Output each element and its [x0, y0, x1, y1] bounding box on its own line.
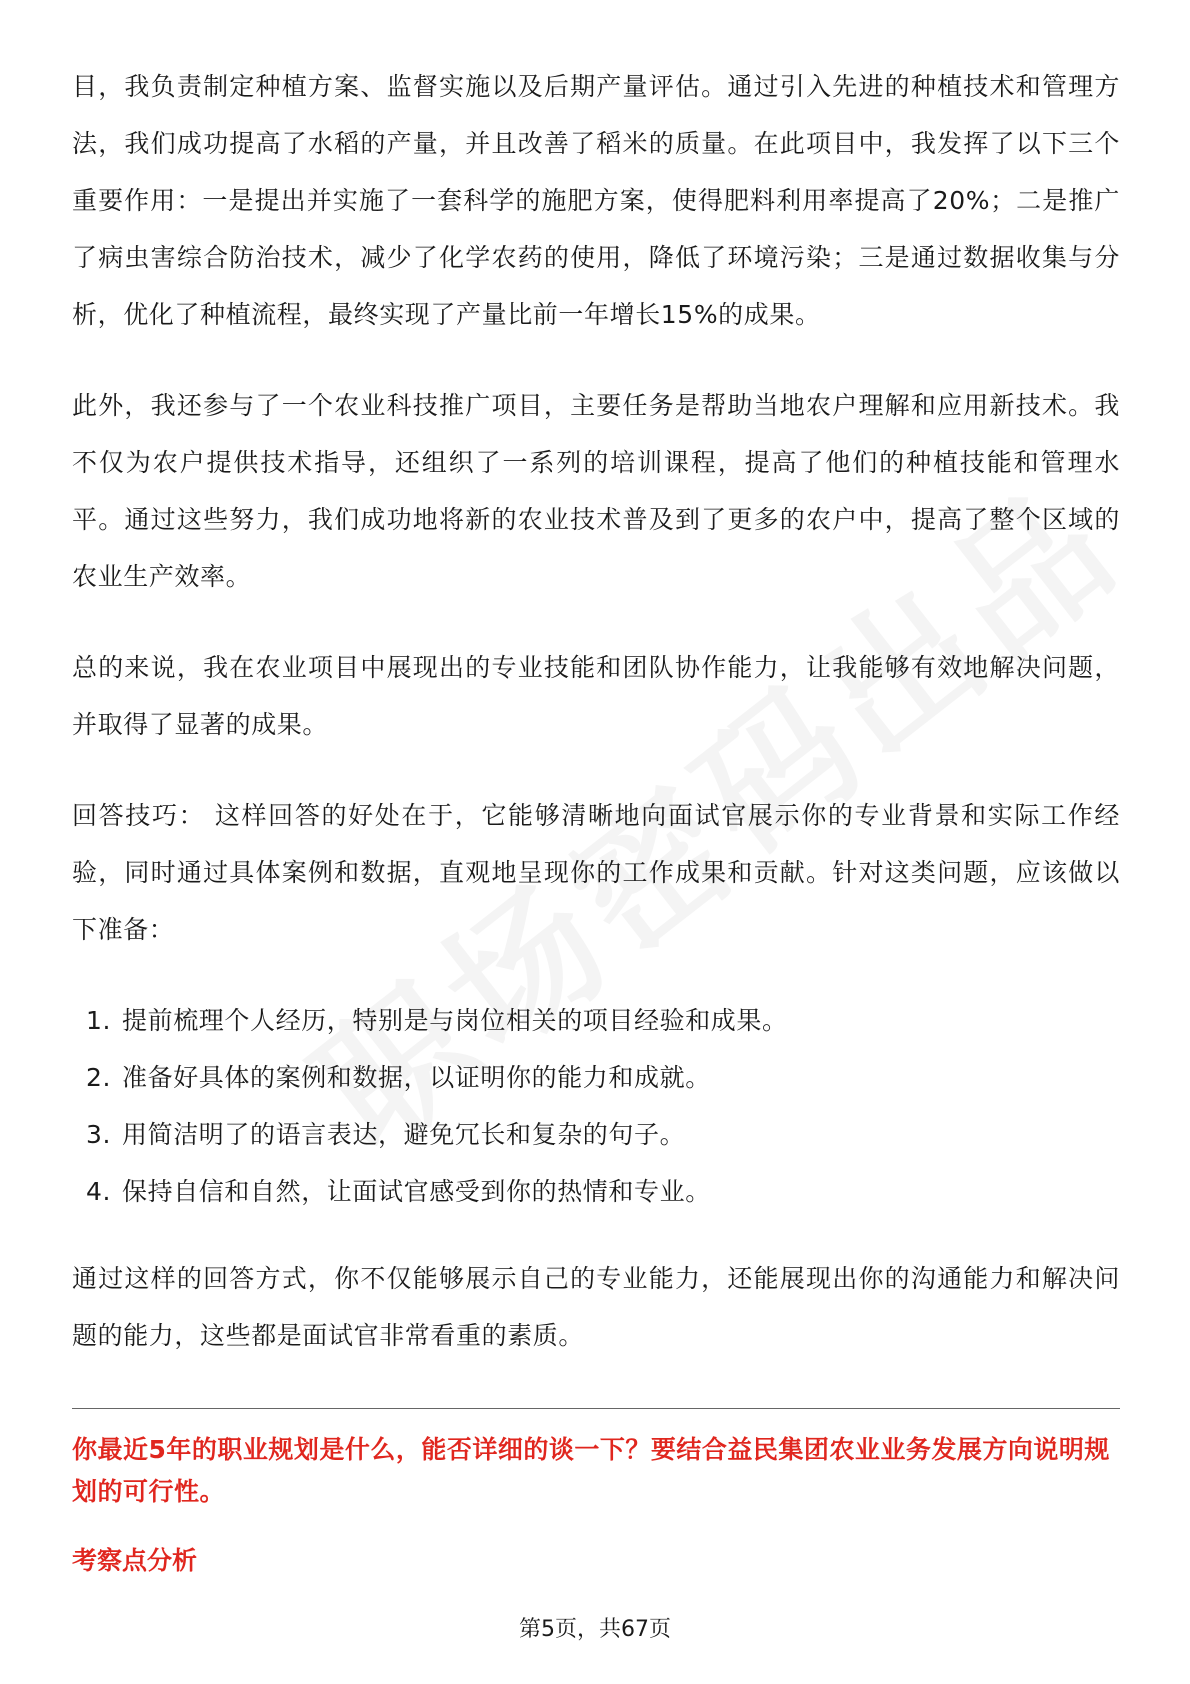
list-item-text: 用简洁明了的语言表达，避免冗长和复杂的句子。 [122, 1120, 686, 1149]
list-item [72, 1106, 1120, 1163]
closing-paragraph: 通过这样的回答方式，你不仅能够展示自己的专业能力，还能展现出你的沟通能力和解决问题的能力，这些都是面试官非常看重的素质。 [72, 1264, 1120, 1350]
answer-paragraph-3: 总的来说，我在农业项目中展现出的专业技能和团队协作能力，让我能够有效地解决问题，并取得了显著的成果。 [72, 653, 1120, 739]
tips-list [72, 992, 1120, 1220]
next-question-heading: 你最近5年的职业规划是什么，能否详细的谈一下？要结合益民集团农业业务发展方向说明规划的可行性。 [72, 1435, 1110, 1506]
list-item-number: 1. [86, 1006, 112, 1035]
list-item-text: 提前梳理个人经历，特别是与岗位相关的项目经验和成果。 [122, 1006, 788, 1035]
list-item-number: 4. [86, 1177, 112, 1206]
answer-paragraph-2: 此外，我还参与了一个农业科技推广项目，主要任务是帮助当地农户理解和应用新技术。我不仅为农户提供技术指导，还组织了一系列的培训课程，提高了他们的种植技能和管理水平。通过这些努力，我们成功地将新的农业技术普及到了更多的农户中，提高了整个区域的农业生产效率。 [72, 391, 1120, 591]
answer-tips-intro: 回答技巧： 这样回答的好处在于，它能够清晰地向面试官展示你的专业背景和实际工作经验，同时通过具体案例和数据，直观地呈现你的工作成果和贡献。针对这类问题，应该做以下准备： [72, 801, 1120, 944]
list-item [72, 1163, 1120, 1220]
page-content [72, 58, 1120, 1581]
list-item-text: 准备好具体的案例和数据，以证明你的能力和成就。 [122, 1063, 711, 1092]
list-item-number: 3. [86, 1120, 112, 1149]
section-divider [72, 1408, 1120, 1409]
answer-paragraph-1: 目，我负责制定种植方案、监督实施以及后期产量评估。通过引入先进的种植技术和管理方法，我们成功提高了水稻的产量，并且改善了稻米的质量。在此项目中，我发挥了以下三个重要作用：一是提出并实施了一套科学的施肥方案，使得肥料利用率提高了20%；二是推广了病虫害综合防治技术，减少了化学农药的使用，降低了环境污染；三是通过数据收集与分析，优化了种植流程，最终实现了产量比前一年增长15%的成果。 [72, 72, 1120, 329]
list-item-number: 2. [86, 1063, 112, 1092]
list-item-text: 保持自信和自然，让面试官感受到你的热情和专业。 [122, 1177, 711, 1206]
analysis-heading: 考察点分析 [72, 1546, 198, 1575]
list-item [72, 992, 1120, 1049]
list-item [72, 1049, 1120, 1106]
page-footer: 第5页，共67页 [519, 1617, 671, 1642]
